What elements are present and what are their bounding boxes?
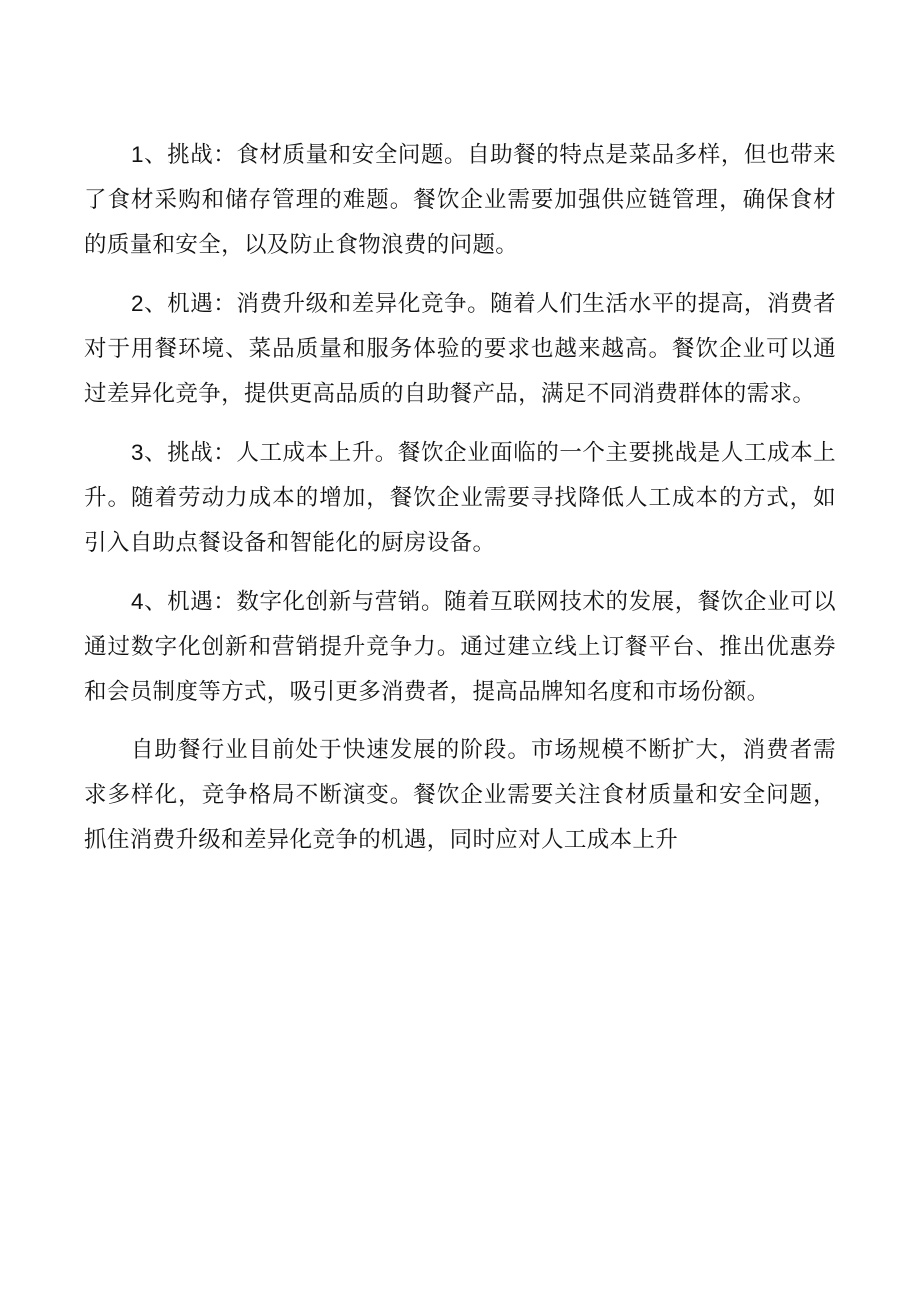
paragraph-text: 自助餐行业目前处于快速发展的阶段。市场规模不断扩大，消费者需求多样化，竞争格局不断演变。餐饮企业需要关注食材质量和安全问题，抓住消费升级和差异化竞争的机遇，同时应对人工成本上升 bbox=[84, 737, 836, 853]
paragraph-text: 、机遇：消费升级和差异化竞争。随着人们生活水平的提高，消费者对于用餐环境、菜品质量和服务体验的要求也越来越高。餐饮企业可以通过差异化竞争，提供更高品质的自助餐产品，满足不同消费群体的需求。 bbox=[84, 291, 836, 407]
paragraph-text: 、挑战：人工成本上升。餐饮企业面临的一个主要挑战是人工成本上升。随着劳动力成本的增加，餐饮企业需要寻找降低人工成本的方式，如引入自助点餐设备和智能化的厨房设备。 bbox=[84, 440, 836, 556]
paragraph-challenge-labor-cost bbox=[84, 430, 836, 566]
paragraph-text: 、机遇：数字化创新与营销。随着互联网技术的发展，餐饮企业可以通过数字化创新和营销提升竞争力。通过建立线上订餐平台、推出优惠券和会员制度等方式，吸引更多消费者，提高品牌知名度和市场份额。 bbox=[84, 589, 836, 705]
paragraph-opportunity-digital-innovation bbox=[84, 579, 836, 715]
paragraph-number: 4 bbox=[131, 589, 144, 614]
paragraph-challenge-food-safety bbox=[84, 132, 836, 268]
document-body bbox=[84, 132, 836, 876]
paragraph-text: 、挑战：食材质量和安全问题。自助餐的特点是菜品多样，但也带来了食材采购和储存管理的难题。餐饮企业需要加强供应链管理，确保食材的质量和安全，以及防止食物浪费的问题。 bbox=[84, 142, 836, 258]
paragraph-summary bbox=[84, 728, 836, 863]
paragraph-opportunity-consumption-upgrade bbox=[84, 281, 836, 417]
paragraph-number: 3 bbox=[131, 440, 144, 465]
paragraph-number: 2 bbox=[131, 291, 144, 316]
paragraph-number: 1 bbox=[131, 142, 144, 167]
